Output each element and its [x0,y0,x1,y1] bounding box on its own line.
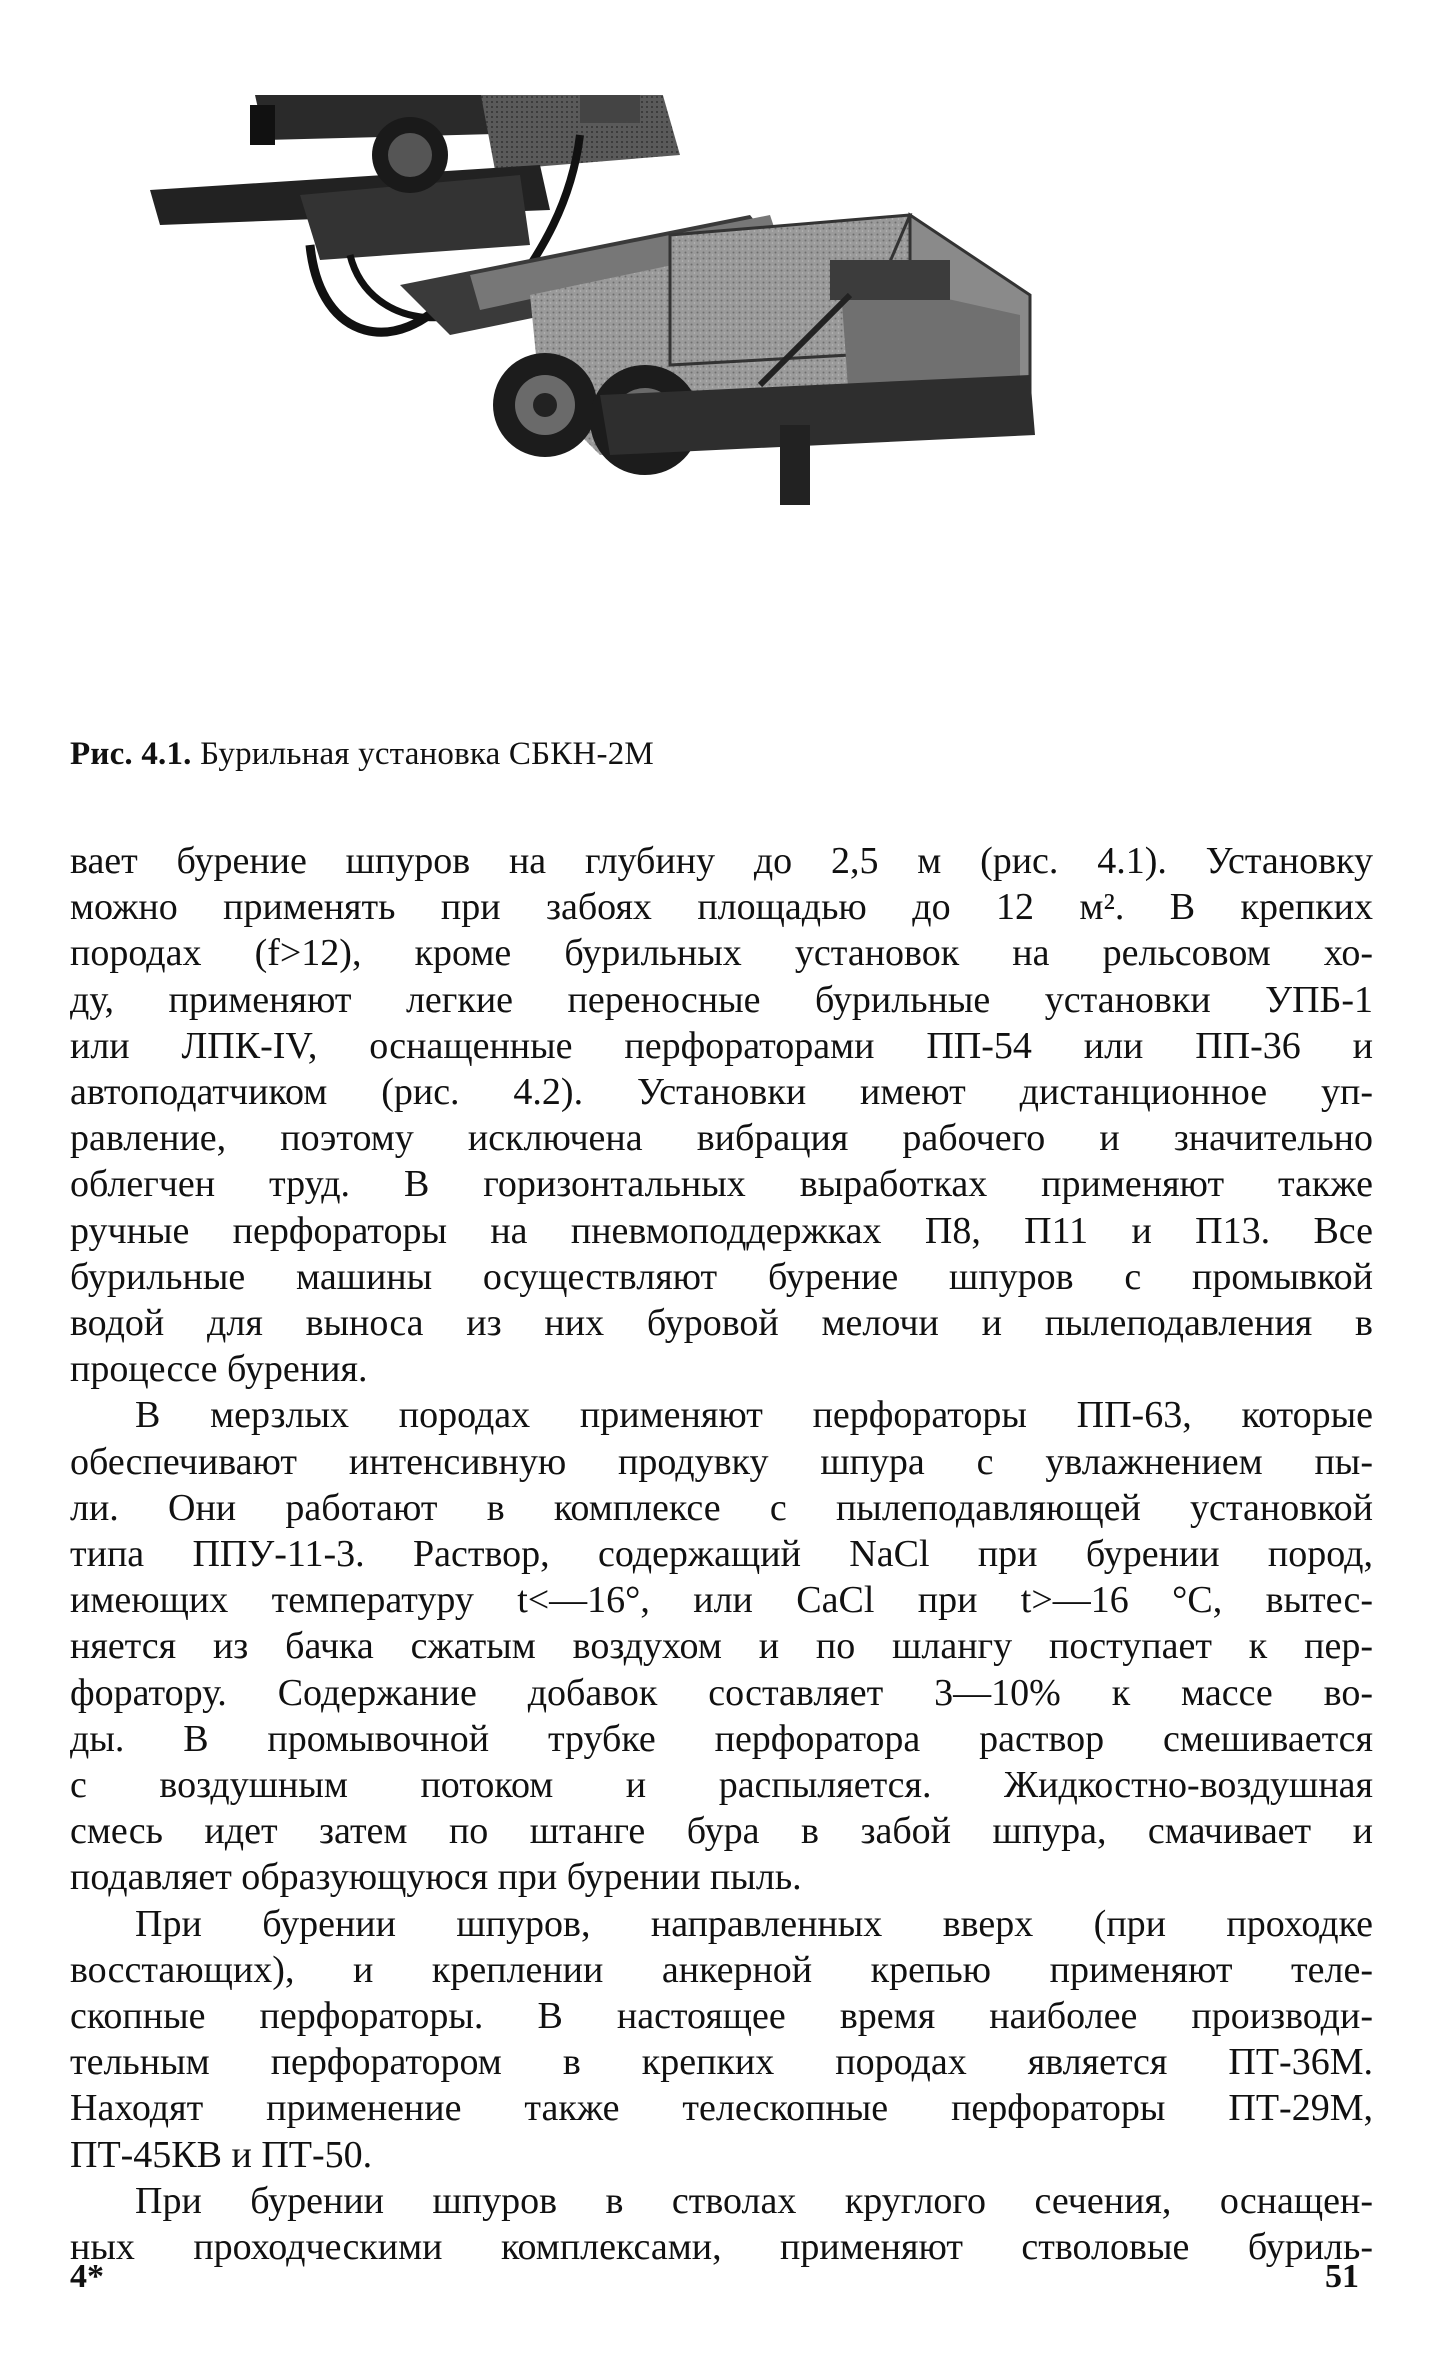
figure-drilling-rig [150,95,1310,675]
text-line: водой для выноса из них буровой мелочи и пылеподавления в [70,1302,1373,1345]
text-line: процессе бурения. [70,1348,368,1391]
page-number: 51 [1325,2258,1359,2295]
text-line: тельным перфоратором в крепких породах является ПТ-36М. [70,2041,1373,2084]
text-line: ручные перфораторы на пневмоподдержках П8, П11 и П13. Все [70,1209,1373,1252]
text-line: При бурении шпуров в стволах круглого сечения, оснащен- [135,2179,1373,2222]
drilling-rig-photo-icon [150,95,1310,675]
text-line: породах (f>12), кроме бурильных установок на рельсовом хо- [70,932,1373,975]
text-line: ПТ-45КВ и ПТ-50. [70,2133,373,2176]
text-line: Находят применение также телескопные перфораторы ПТ-29М, [70,2087,1373,2130]
caption-label: Рис. 4.1. [70,736,192,772]
text-line: ду, применяют легкие переносные бурильные установки УПБ-1 [70,978,1373,1021]
text-line: При бурении шпуров, направленных вверх (при проходке [135,1902,1373,1945]
text-line: форатору. Содержание добавок составляет 3—10% к массе во- [70,1671,1373,1714]
text-line: вает бурение шпуров на глубину до 2,5 м (рис. 4.1). Установку [70,840,1373,882]
text-line: ды. В промывочной трубке перфоратора раствор смешивается [70,1717,1373,1760]
text-line: автоподатчиком (рис. 4.2). Установки имеют дистанционное уп- [70,1071,1373,1114]
text-line: восстающих), и креплении анкерной крепью применяют теле- [70,1948,1373,1991]
text-line: имеющих температуру t<—16°, или CaCl при t>—16 °С, вытес- [70,1579,1373,1622]
text-line: няется из бачка сжатым воздухом и по шлангу поступает к пер- [70,1625,1373,1668]
caption-text: Бурильная установка СБКН-2М [200,736,654,772]
text-line: обеспечивают интенсивную продувку шпура с увлажнением пы- [70,1440,1373,1483]
text-line: ных проходческими комплексами, применяют стволовые буриль- [70,2226,1373,2269]
signature-mark: 4* [70,2258,104,2295]
text-line: типа ППУ-11-3. Раствор, содержащий NaCl при бурении пород, [70,1533,1373,1576]
text-line: В мерзлых породах применяют перфораторы ПП-63, которые [135,1394,1373,1437]
text-line: равление, поэтому исключена вибрация рабочего и значительно [70,1117,1373,1160]
text-line: ли. Они работают в комплексе с пылеподавляющей установкой [70,1486,1373,1529]
text-line: с воздушным потоком и распыляется. Жидкостно-воздушная [70,1764,1373,1807]
text-line: бурильные машины осуществляют бурение шпуров с промывкой [70,1255,1373,1298]
text-line: скопные перфораторы. В настоящее время наиболее производи- [70,1995,1373,2038]
text-line: смесь идет затем по штанге бура в забой шпура, смачивает и [70,1810,1373,1853]
body-text [70,838,1373,2270]
text-line: или ЛПК-IV, оснащенные перфораторами ПП-54 или ПП-36 и [70,1024,1373,1067]
figure-caption [70,736,654,773]
text-line: облегчен труд. В горизонтальных выработках применяют также [70,1163,1373,1206]
text-line: можно применять при забоях площадью до 12 м². В крепких [70,886,1373,929]
text-line: подавляет образующуюся при бурении пыль. [70,1856,802,1899]
